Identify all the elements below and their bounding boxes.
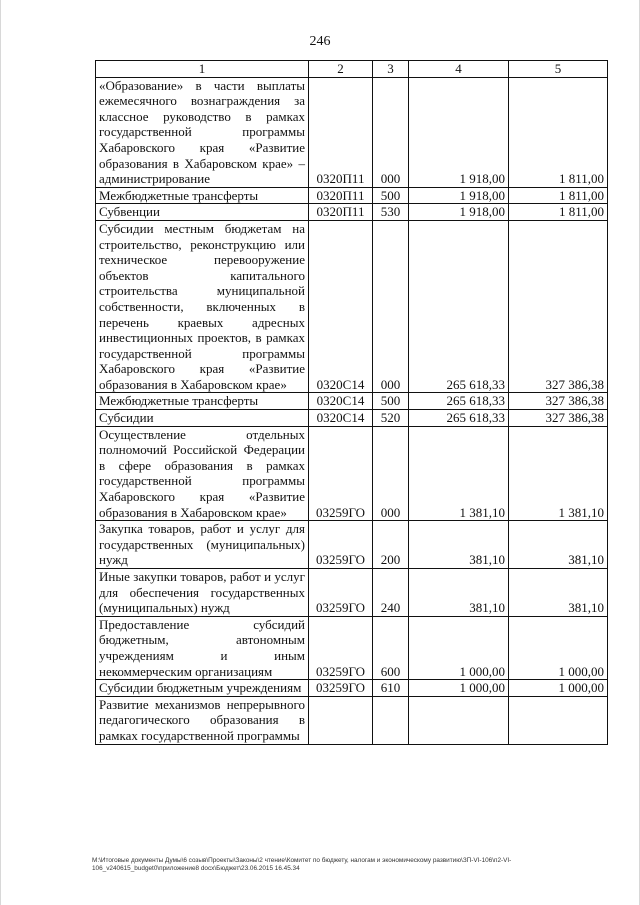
scan-edge-left — [0, 0, 1, 905]
item-name: Предоставление субсидий бюджетным, автономным учреждениям и иным некоммерческим организациям — [96, 616, 309, 679]
amount-year-1: 1 918,00 — [409, 204, 509, 221]
column-number: 3 — [373, 61, 409, 78]
item-name: Межбюджетные трансферты — [96, 393, 309, 410]
target-code: 03259ГО — [309, 569, 373, 617]
column-number: 4 — [409, 61, 509, 78]
amount-year-1: 1 000,00 — [409, 680, 509, 697]
expense-type: 600 — [373, 616, 409, 679]
amount-year-1: 381,10 — [409, 569, 509, 617]
target-code: 0320П11 — [309, 77, 373, 187]
target-code: 03259ГО — [309, 616, 373, 679]
amount-year-2: 1 811,00 — [509, 187, 608, 204]
column-number: 1 — [96, 61, 309, 78]
file-path-footer — [92, 857, 612, 873]
amount-year-1: 265 618,33 — [409, 393, 509, 410]
expense-type: 000 — [373, 426, 409, 521]
expense-type: 500 — [373, 187, 409, 204]
target-code: 0320С14 — [309, 220, 373, 393]
item-name: Развитие механизмов непрерывного педагогического образования в рамках государственной программы — [96, 696, 309, 744]
table-row — [96, 77, 608, 187]
target-code: 0320П11 — [309, 187, 373, 204]
item-name: Субсидии бюджетным учреждениям — [96, 680, 309, 697]
item-name: Субсидии местным бюджетам на строительство, реконструкцию или техническое перевооружение объектов капитального строительства муниципальной собственности, включенных в перечень краевых адресных инвестиционных проектов, в рамках государственной программы Хабаровского края «Развитие образования в Хабаровском крае» — [96, 220, 309, 393]
amount-year-2: 327 386,38 — [509, 220, 608, 393]
item-name: Межбюджетные трансферты — [96, 187, 309, 204]
amount-year-1: 1 918,00 — [409, 187, 509, 204]
amount-year-2: 1 811,00 — [509, 77, 608, 187]
expense-type: 000 — [373, 77, 409, 187]
amount-year-1 — [409, 696, 509, 744]
target-code: 03259ГО — [309, 521, 373, 569]
amount-year-1: 381,10 — [409, 521, 509, 569]
table-row — [96, 696, 608, 744]
table-row — [96, 220, 608, 393]
item-name: Закупка товаров, работ и услуг для государственных (муниципальных) нужд — [96, 521, 309, 569]
amount-year-2: 1 381,10 — [509, 426, 608, 521]
budget-table — [95, 60, 608, 745]
target-code: 0320С14 — [309, 410, 373, 427]
item-name: Субвенции — [96, 204, 309, 221]
item-name: «Образование» в части выплаты ежемесячного вознаграждения за классное руководство в рамках государственной программы Хабаровского края «Развитие образования в Хабаровском крае» – администрирование — [96, 77, 309, 187]
amount-year-1: 1 000,00 — [409, 616, 509, 679]
table-row — [96, 569, 608, 617]
table-row — [96, 187, 608, 204]
expense-type: 200 — [373, 521, 409, 569]
amount-year-2: 381,10 — [509, 521, 608, 569]
amount-year-2: 1 000,00 — [509, 680, 608, 697]
expense-type: 500 — [373, 393, 409, 410]
amount-year-2: 1 000,00 — [509, 616, 608, 679]
table-row — [96, 204, 608, 221]
target-code: 0320С14 — [309, 393, 373, 410]
table-row — [96, 521, 608, 569]
expense-type: 520 — [373, 410, 409, 427]
amount-year-2: 327 386,38 — [509, 410, 608, 427]
target-code — [309, 696, 373, 744]
item-name: Субсидии — [96, 410, 309, 427]
amount-year-2: 1 811,00 — [509, 204, 608, 221]
table-row — [96, 410, 608, 427]
page-number: 246 — [309, 34, 331, 49]
item-name: Иные закупки товаров, работ и услуг для обеспечения государственных (муниципальных) нужд — [96, 569, 309, 617]
table-row — [96, 393, 608, 410]
item-name: Осуществление отдельных полномочий Российской Федерации в сфере образования в рамках государственной программы Хабаровского края «Развитие образования в Хабаровском крае» — [96, 426, 309, 521]
amount-year-2 — [509, 696, 608, 744]
column-number: 2 — [309, 61, 373, 78]
amount-year-1: 1 918,00 — [409, 77, 509, 187]
column-number-row — [96, 61, 608, 78]
column-number: 5 — [509, 61, 608, 78]
table-row — [96, 616, 608, 679]
expense-type: 000 — [373, 220, 409, 393]
expense-type — [373, 696, 409, 744]
table-row — [96, 426, 608, 521]
expense-type: 530 — [373, 204, 409, 221]
amount-year-1: 265 618,33 — [409, 410, 509, 427]
amount-year-2: 381,10 — [509, 569, 608, 617]
amount-year-2: 327 386,38 — [509, 393, 608, 410]
amount-year-1: 265 618,33 — [409, 220, 509, 393]
target-code: 0320П11 — [309, 204, 373, 221]
expense-type: 610 — [373, 680, 409, 697]
table-row — [96, 680, 608, 697]
footer-line: M:\Итоговые документы Думы\6 созыв\Проекты\Законы\2 чтение\Комитет по бюджету, налогам и экономическому развитию\ЗП-VI-106\п2-VI- — [92, 857, 512, 864]
target-code: 03259ГО — [309, 680, 373, 697]
expense-type: 240 — [373, 569, 409, 617]
footer-line: 106_v240615_budget0\приложение8 docx\Бюджет\23.06.2015 16.45.34 — [92, 865, 300, 872]
amount-year-1: 1 381,10 — [409, 426, 509, 521]
target-code: 03259ГО — [309, 426, 373, 521]
